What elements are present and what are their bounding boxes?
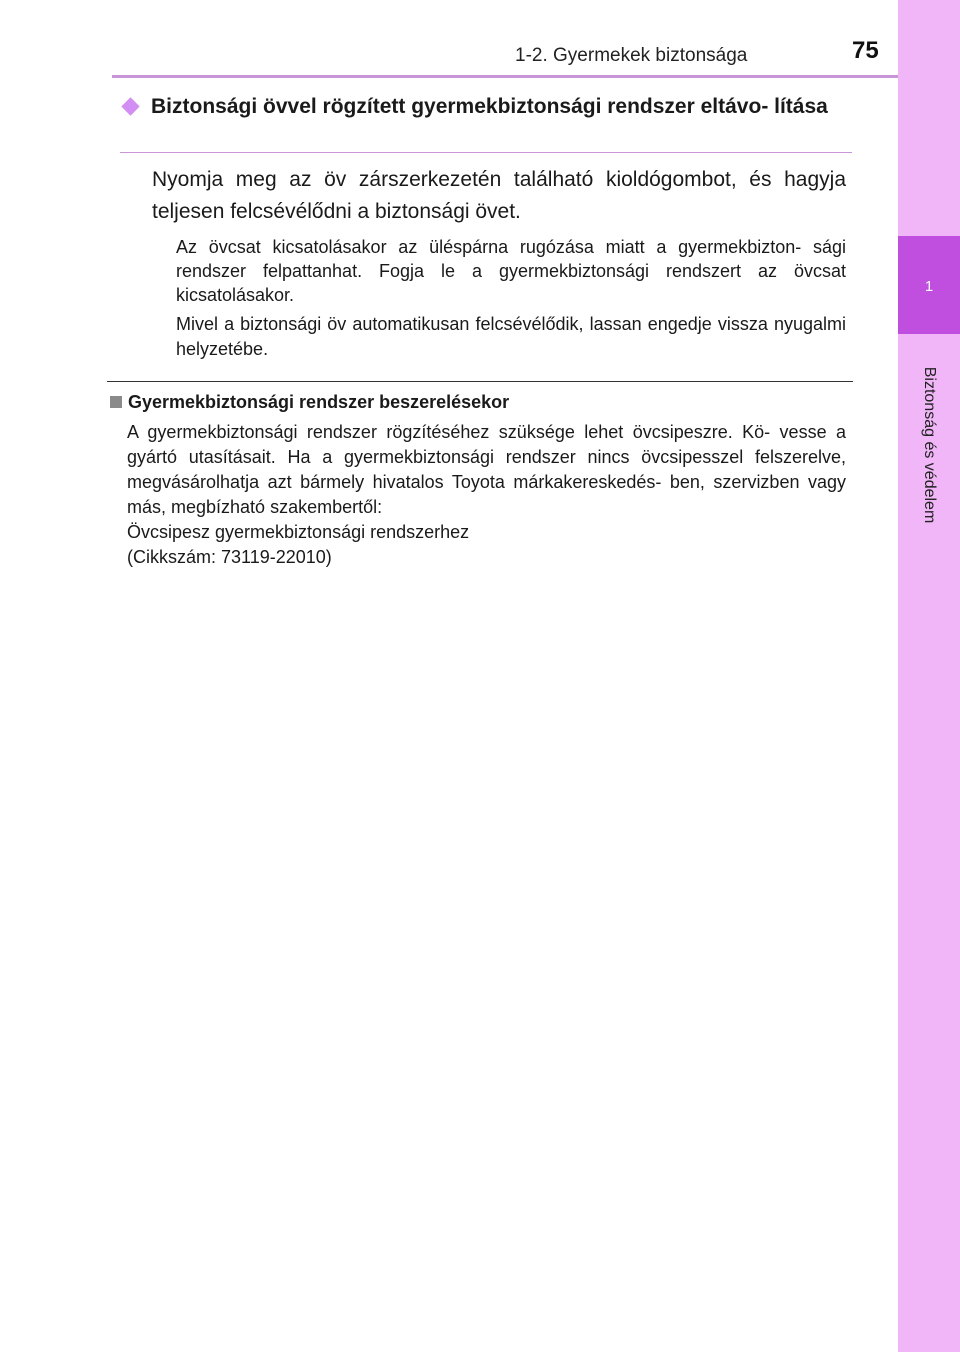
- subsection-heading: [110, 392, 509, 413]
- instruction-note-1: Az övcsat kicsatolásakor az üléspárna rugózása miatt a gyermekbizton- sági rendszer felpattanhat. Fogja le a gyermekbiztonsági rendszert az övcsat kicsatolásakor.: [176, 237, 846, 305]
- diamond-bullet-icon: [121, 97, 139, 115]
- part-number: (Cikkszám: 73119-22010): [127, 547, 332, 567]
- page-number: 75: [852, 37, 879, 64]
- section-heading-rule: [120, 152, 852, 153]
- square-bullet-icon: [110, 396, 122, 408]
- chapter-title-vertical: Biztonság és védelem: [921, 366, 938, 524]
- chapter-number: 1: [924, 278, 934, 295]
- subsection-body: A gyermekbiztonsági rendszer rögzítéséhez szüksége lehet övcsipeszre. Kö- vesse a gyártó utasításait. Ha a gyermekbiztonsági rendszer nincs övcsipesszel felszerelve, megvásárolhatja azt bármely hivatalos Toyota márkakereskedés- ben, szervizben vagy más, megbízható szakembertől:: [127, 422, 846, 517]
- section-heading: [120, 90, 850, 124]
- instruction-step: Nyomja meg az öv zárszerkezetén található kioldógombot, és hagyja teljesen felcsévélődni a biztonsági övet.: [152, 168, 846, 223]
- subsection-heading-text: Gyermekbiztonsági rendszer beszerelésekor: [128, 392, 510, 412]
- instruction-note-2: Mivel a biztonsági öv automatikusan felcsévélődik, lassan engedje vissza nyugalmi helyzetébe.: [176, 314, 846, 359]
- chapter-side-tab: [898, 0, 960, 1352]
- section-heading-text: Biztonsági övvel rögzített gyermekbiztonsági rendszer eltávo- lítása: [151, 95, 828, 118]
- section-divider: [107, 381, 853, 382]
- part-name: Övcsipesz gyermekbiztonsági rendszerhez: [127, 522, 470, 542]
- running-header-title: 1-2. Gyermekek biztonsága: [515, 45, 748, 66]
- header-rule: [112, 75, 898, 78]
- chapter-number-badge: [898, 236, 960, 334]
